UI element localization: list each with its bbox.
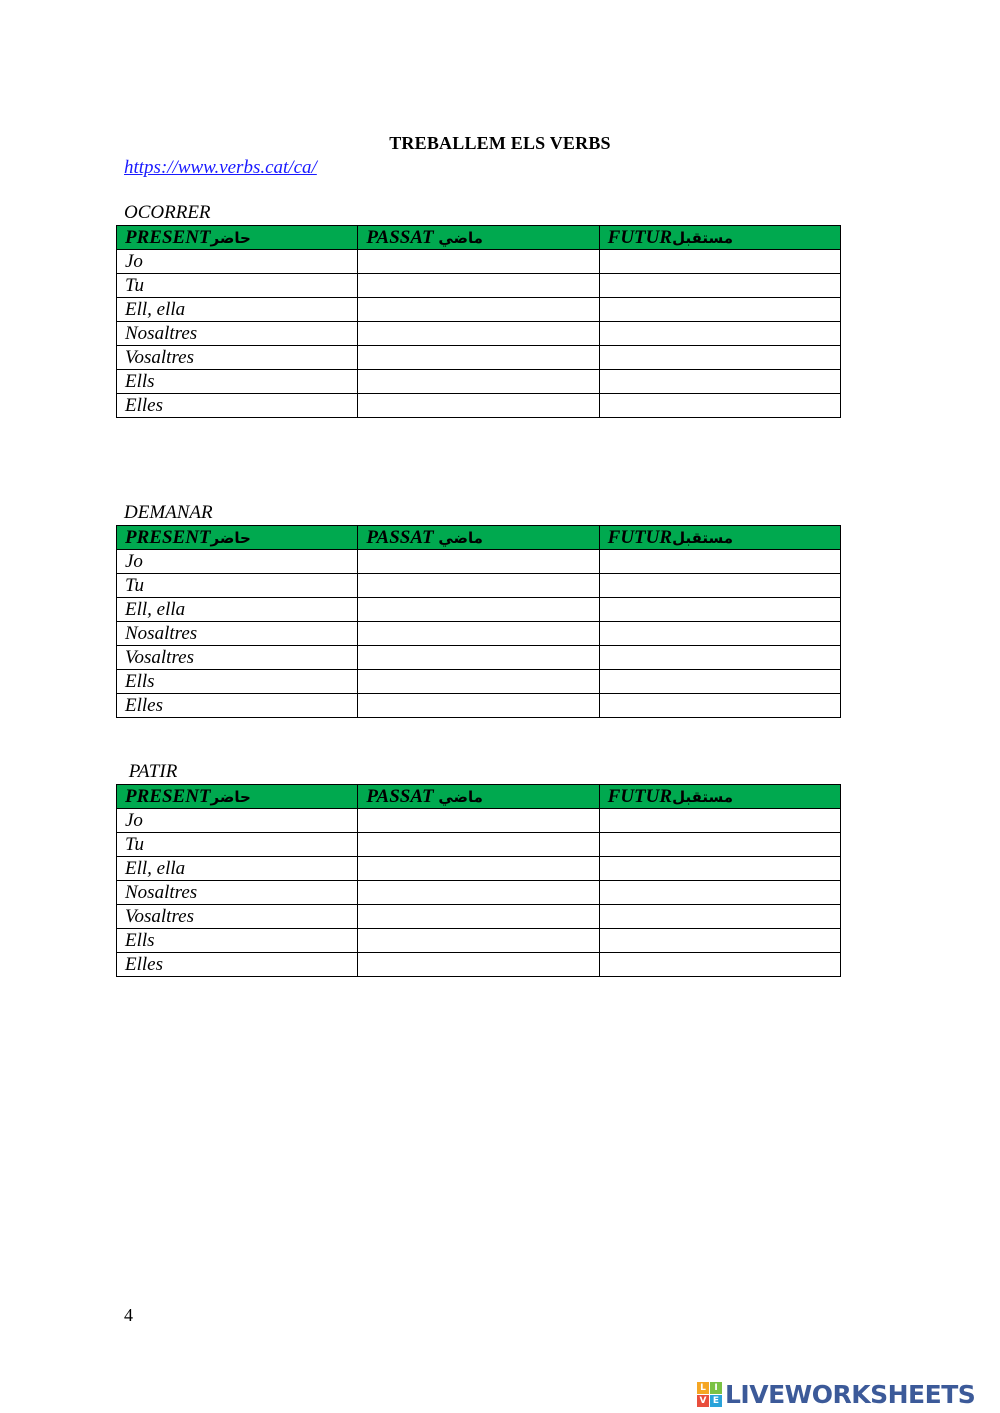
answer-cell[interactable] (599, 370, 840, 394)
answer-cell[interactable] (599, 250, 840, 274)
header-latin: FUTUR (607, 226, 673, 248)
header-latin: FUTUR (607, 785, 673, 807)
verb-title: DEMANAR (124, 502, 213, 523)
pronoun-cell: Nosaltres (117, 622, 358, 646)
verb-title: PATIR (124, 761, 178, 782)
answer-cell[interactable] (358, 857, 599, 881)
table-row (117, 881, 841, 905)
answer-cell[interactable] (358, 646, 599, 670)
pronoun-cell: Elles (117, 953, 358, 977)
header-latin: PRESENT (125, 226, 211, 248)
liveworksheets-logo-icon (697, 1382, 722, 1407)
table-row (117, 250, 841, 274)
answer-cell[interactable] (599, 622, 840, 646)
table-row (117, 809, 841, 833)
answer-cell[interactable] (358, 394, 599, 418)
page-title: TREBALLEM ELS VERBS (389, 133, 611, 153)
pronoun-cell: Jo (117, 250, 358, 274)
answer-cell[interactable] (599, 833, 840, 857)
answer-cell[interactable] (358, 322, 599, 346)
pronoun-cell: Ell, ella (117, 857, 358, 881)
logo-letter: E (710, 1395, 722, 1407)
table-row (117, 953, 841, 977)
verb-title: OCORRER (124, 202, 211, 223)
pronoun-cell: Tu (117, 574, 358, 598)
header-latin: PASSAT (366, 785, 439, 807)
column-header (599, 226, 840, 250)
answer-cell[interactable] (599, 929, 840, 953)
table-header-row (117, 226, 841, 250)
answer-cell[interactable] (599, 574, 840, 598)
header-latin: FUTUR (607, 526, 673, 548)
header-arabic: حاضر (210, 787, 251, 806)
header-arabic: ماضي (438, 787, 483, 806)
table-row (117, 394, 841, 418)
pronoun-cell: Ells (117, 370, 358, 394)
column-header (358, 226, 599, 250)
table-header-row (117, 785, 841, 809)
table-row (117, 833, 841, 857)
header-latin: PRESENT (125, 526, 211, 548)
pronoun-cell: Ells (117, 670, 358, 694)
answer-cell[interactable] (599, 394, 840, 418)
answer-cell[interactable] (358, 622, 599, 646)
table-row (117, 622, 841, 646)
pronoun-cell: Vosaltres (117, 905, 358, 929)
answer-cell[interactable] (599, 646, 840, 670)
pronoun-cell: Elles (117, 394, 358, 418)
answer-cell[interactable] (358, 694, 599, 718)
table-row (117, 694, 841, 718)
answer-cell[interactable] (358, 370, 599, 394)
pronoun-cell: Tu (117, 274, 358, 298)
logo-letter: V (697, 1395, 709, 1407)
answer-cell[interactable] (358, 905, 599, 929)
answer-cell[interactable] (599, 322, 840, 346)
header-latin: PASSAT (366, 526, 439, 548)
column-header (358, 785, 599, 809)
answer-cell[interactable] (358, 574, 599, 598)
pronoun-cell: Vosaltres (117, 646, 358, 670)
pronoun-cell: Jo (117, 809, 358, 833)
answer-cell[interactable] (358, 833, 599, 857)
table-row (117, 929, 841, 953)
column-header (117, 785, 358, 809)
conjugation-table (116, 525, 841, 718)
table-row (117, 274, 841, 298)
answer-cell[interactable] (599, 857, 840, 881)
answer-cell[interactable] (358, 881, 599, 905)
answer-cell[interactable] (358, 953, 599, 977)
column-header (599, 526, 840, 550)
answer-cell[interactable] (358, 250, 599, 274)
page-number: 4 (124, 1305, 133, 1325)
answer-cell[interactable] (599, 905, 840, 929)
liveworksheets-brand (697, 1380, 975, 1408)
table-row (117, 857, 841, 881)
table-row (117, 646, 841, 670)
pronoun-cell: Elles (117, 694, 358, 718)
answer-cell[interactable] (358, 598, 599, 622)
conjugation-table (116, 225, 841, 418)
pronoun-cell: Nosaltres (117, 322, 358, 346)
answer-cell[interactable] (599, 670, 840, 694)
answer-cell[interactable] (358, 670, 599, 694)
answer-cell[interactable] (599, 346, 840, 370)
table-row (117, 574, 841, 598)
logo-letter: I (710, 1382, 722, 1394)
header-arabic: حاضر (210, 228, 251, 247)
pronoun-cell: Tu (117, 833, 358, 857)
pronoun-cell: Ell, ella (117, 298, 358, 322)
table-row (117, 322, 841, 346)
table-row (117, 905, 841, 929)
answer-cell[interactable] (599, 953, 840, 977)
verbs-link[interactable]: https://www.verbs.cat/ca/ (124, 157, 317, 178)
answer-cell[interactable] (599, 550, 840, 574)
answer-cell[interactable] (358, 929, 599, 953)
answer-cell[interactable] (599, 298, 840, 322)
pronoun-cell: Ells (117, 929, 358, 953)
pronoun-cell: Jo (117, 550, 358, 574)
column-header (358, 526, 599, 550)
answer-cell[interactable] (358, 274, 599, 298)
table-row (117, 298, 841, 322)
column-header (117, 226, 358, 250)
answer-cell[interactable] (358, 550, 599, 574)
answer-cell[interactable] (358, 346, 599, 370)
conjugation-table (116, 784, 841, 977)
header-arabic: مستقبل (672, 528, 734, 547)
pronoun-cell: Nosaltres (117, 881, 358, 905)
header-arabic: مستقبل (672, 787, 734, 806)
pronoun-cell: Vosaltres (117, 346, 358, 370)
column-header (599, 785, 840, 809)
table-row (117, 370, 841, 394)
table-row (117, 346, 841, 370)
answer-cell[interactable] (599, 274, 840, 298)
header-arabic: ماضي (438, 228, 483, 247)
header-latin: PRESENT (125, 785, 211, 807)
table-row (117, 598, 841, 622)
answer-cell[interactable] (599, 881, 840, 905)
answer-cell[interactable] (599, 598, 840, 622)
logo-letter: L (697, 1382, 709, 1394)
pronoun-cell: Ell, ella (117, 598, 358, 622)
header-latin: PASSAT (366, 226, 439, 248)
brand-text: LIVEWORKSHEETS (725, 1379, 976, 1409)
answer-cell[interactable] (358, 809, 599, 833)
header-arabic: ماضي (438, 528, 483, 547)
header-arabic: مستقبل (672, 228, 734, 247)
table-row (117, 550, 841, 574)
answer-cell[interactable] (599, 694, 840, 718)
table-header-row (117, 526, 841, 550)
table-row (117, 670, 841, 694)
header-arabic: حاضر (210, 528, 251, 547)
column-header (117, 526, 358, 550)
answer-cell[interactable] (599, 809, 840, 833)
answer-cell[interactable] (358, 298, 599, 322)
